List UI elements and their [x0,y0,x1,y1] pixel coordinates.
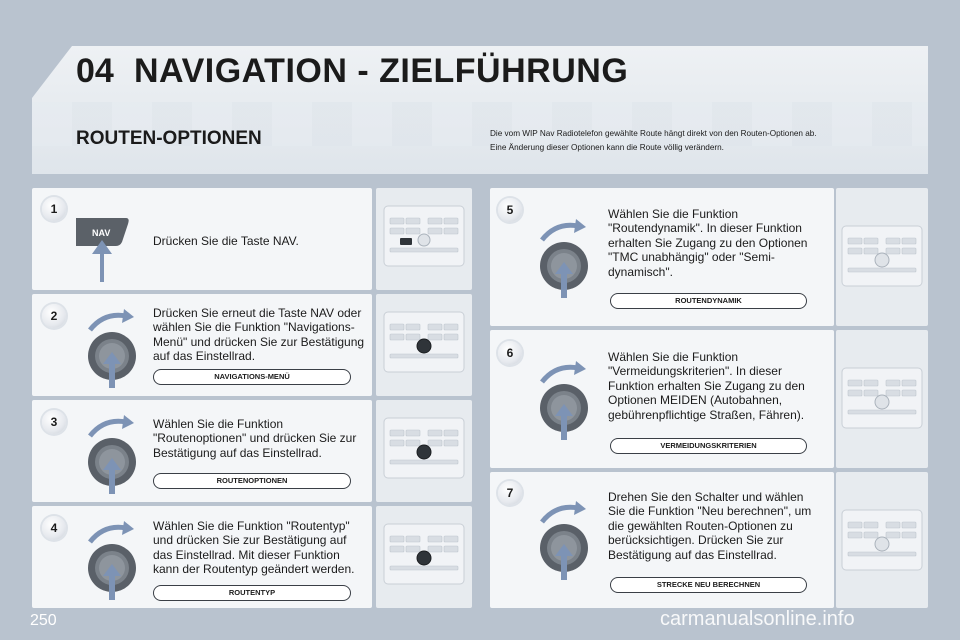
step-3-knob[interactable] [80,414,144,494]
dial-knob-icon [80,520,144,600]
step-2-device [376,294,472,396]
menu-item-routenoptionen[interactable]: ROUTENOPTIONEN [153,473,351,489]
step-6-device [836,330,928,468]
step-7-text: Drehen Sie den Schalter und wählen Sie die Funktion "Neu berechnen", um die gewählten Routen-Optionen zu berücksichtigen. Drücken Sie zur Bestätigung auf das Einstellrad. [608,490,812,562]
step-1-device [376,188,472,290]
step-7-number: 7 [498,481,522,505]
step-4-number: 4 [42,516,66,540]
page-number: 250 [30,612,57,629]
menu-item-strecke-neu-berechnen[interactable]: STRECKE NEU BERECHNEN [610,577,807,593]
step-4-knob[interactable] [80,520,144,600]
radio-panel-icon [836,472,928,608]
nav-button-icon[interactable] [72,210,134,282]
step-1-text: Drücken Sie die Taste NAV. [153,234,299,248]
dial-knob-icon [80,414,144,494]
radio-panel-icon [376,400,472,502]
step-5-knob[interactable] [532,218,596,298]
nav-button-label: NAV [92,228,111,238]
step-6-text: Wählen Sie die Funktion "Vermeidungskriterien". In dieser Funktion erhalten Sie Zugang zu den Optionen MEIDEN (Autobahnen, gebührenpflichtige Straßen, Fähren). [608,350,805,422]
step-7-device [836,472,928,608]
section-title: ROUTEN-OPTIONEN [76,128,262,149]
intro-text [490,127,910,155]
step-3-device [376,400,472,502]
intro-line-2: Eine Änderung dieser Optionen kann die Route völlig verändern. [490,143,724,152]
step-2-text: Drücken Sie erneut die Taste NAV oder wählen Sie die Funktion "Navigations-Menü" und drücken Sie zur Bestätigung auf das Einstellrad. [153,306,365,364]
menu-item-routendynamik[interactable]: ROUTENDYNAMIK [610,293,807,309]
step-2-knob[interactable] [80,308,144,388]
dial-knob-icon [532,218,596,298]
step-6-knob[interactable] [532,360,596,440]
step-3-text: Wählen Sie die Funktion "Routenoptionen" und drücken Sie zur Bestätigung auf das Einstellrad. [153,417,357,460]
step-5-device [836,188,928,326]
menu-item-vermeidungskriterien[interactable]: VERMEIDUNGSKRITERIEN [610,438,807,454]
step-2-number: 2 [42,304,66,328]
radio-panel-icon [836,188,928,326]
intro-line-1: Die vom WIP Nav Radiotelefon gewählte Route hängt direkt von den Routen-Optionen ab. [490,129,817,138]
radio-panel-icon [376,506,472,608]
radio-panel-icon [836,330,928,468]
watermark: carmanualsonline.info [660,608,855,630]
radio-panel-icon [376,188,472,290]
step-4-device [376,506,472,608]
step-3-number: 3 [42,410,66,434]
menu-item-navigations-menue[interactable]: NAVIGATIONS-MENÜ [153,369,351,385]
step-5-number: 5 [498,198,522,222]
step-1-number: 1 [42,197,66,221]
press-arrow-icon [92,240,112,282]
step-4-text: Wählen Sie die Funktion "Routentyp" und drücken Sie zur Bestätigung auf das Einstellrad. Mit dieser Funktion kann der Routentyp geändert werden. [153,519,355,577]
dial-knob-icon [532,500,596,580]
dial-knob-icon [532,360,596,440]
step-5-text: Wählen Sie die Funktion "Routendynamik". In dieser Funktion erhalten Sie Zugang zu den Optionen "TMC unabhängig" oder "Semi-dynamisch". [608,207,808,279]
chapter-number: 04 [76,52,114,90]
chapter-title: NAVIGATION - ZIELFÜHRUNG [134,52,629,90]
step-6-number: 6 [498,341,522,365]
radio-panel-icon [376,294,472,396]
step-7-knob[interactable] [532,500,596,580]
menu-item-routentyp[interactable]: ROUTENTYP [153,585,351,601]
dial-knob-icon [80,308,144,388]
